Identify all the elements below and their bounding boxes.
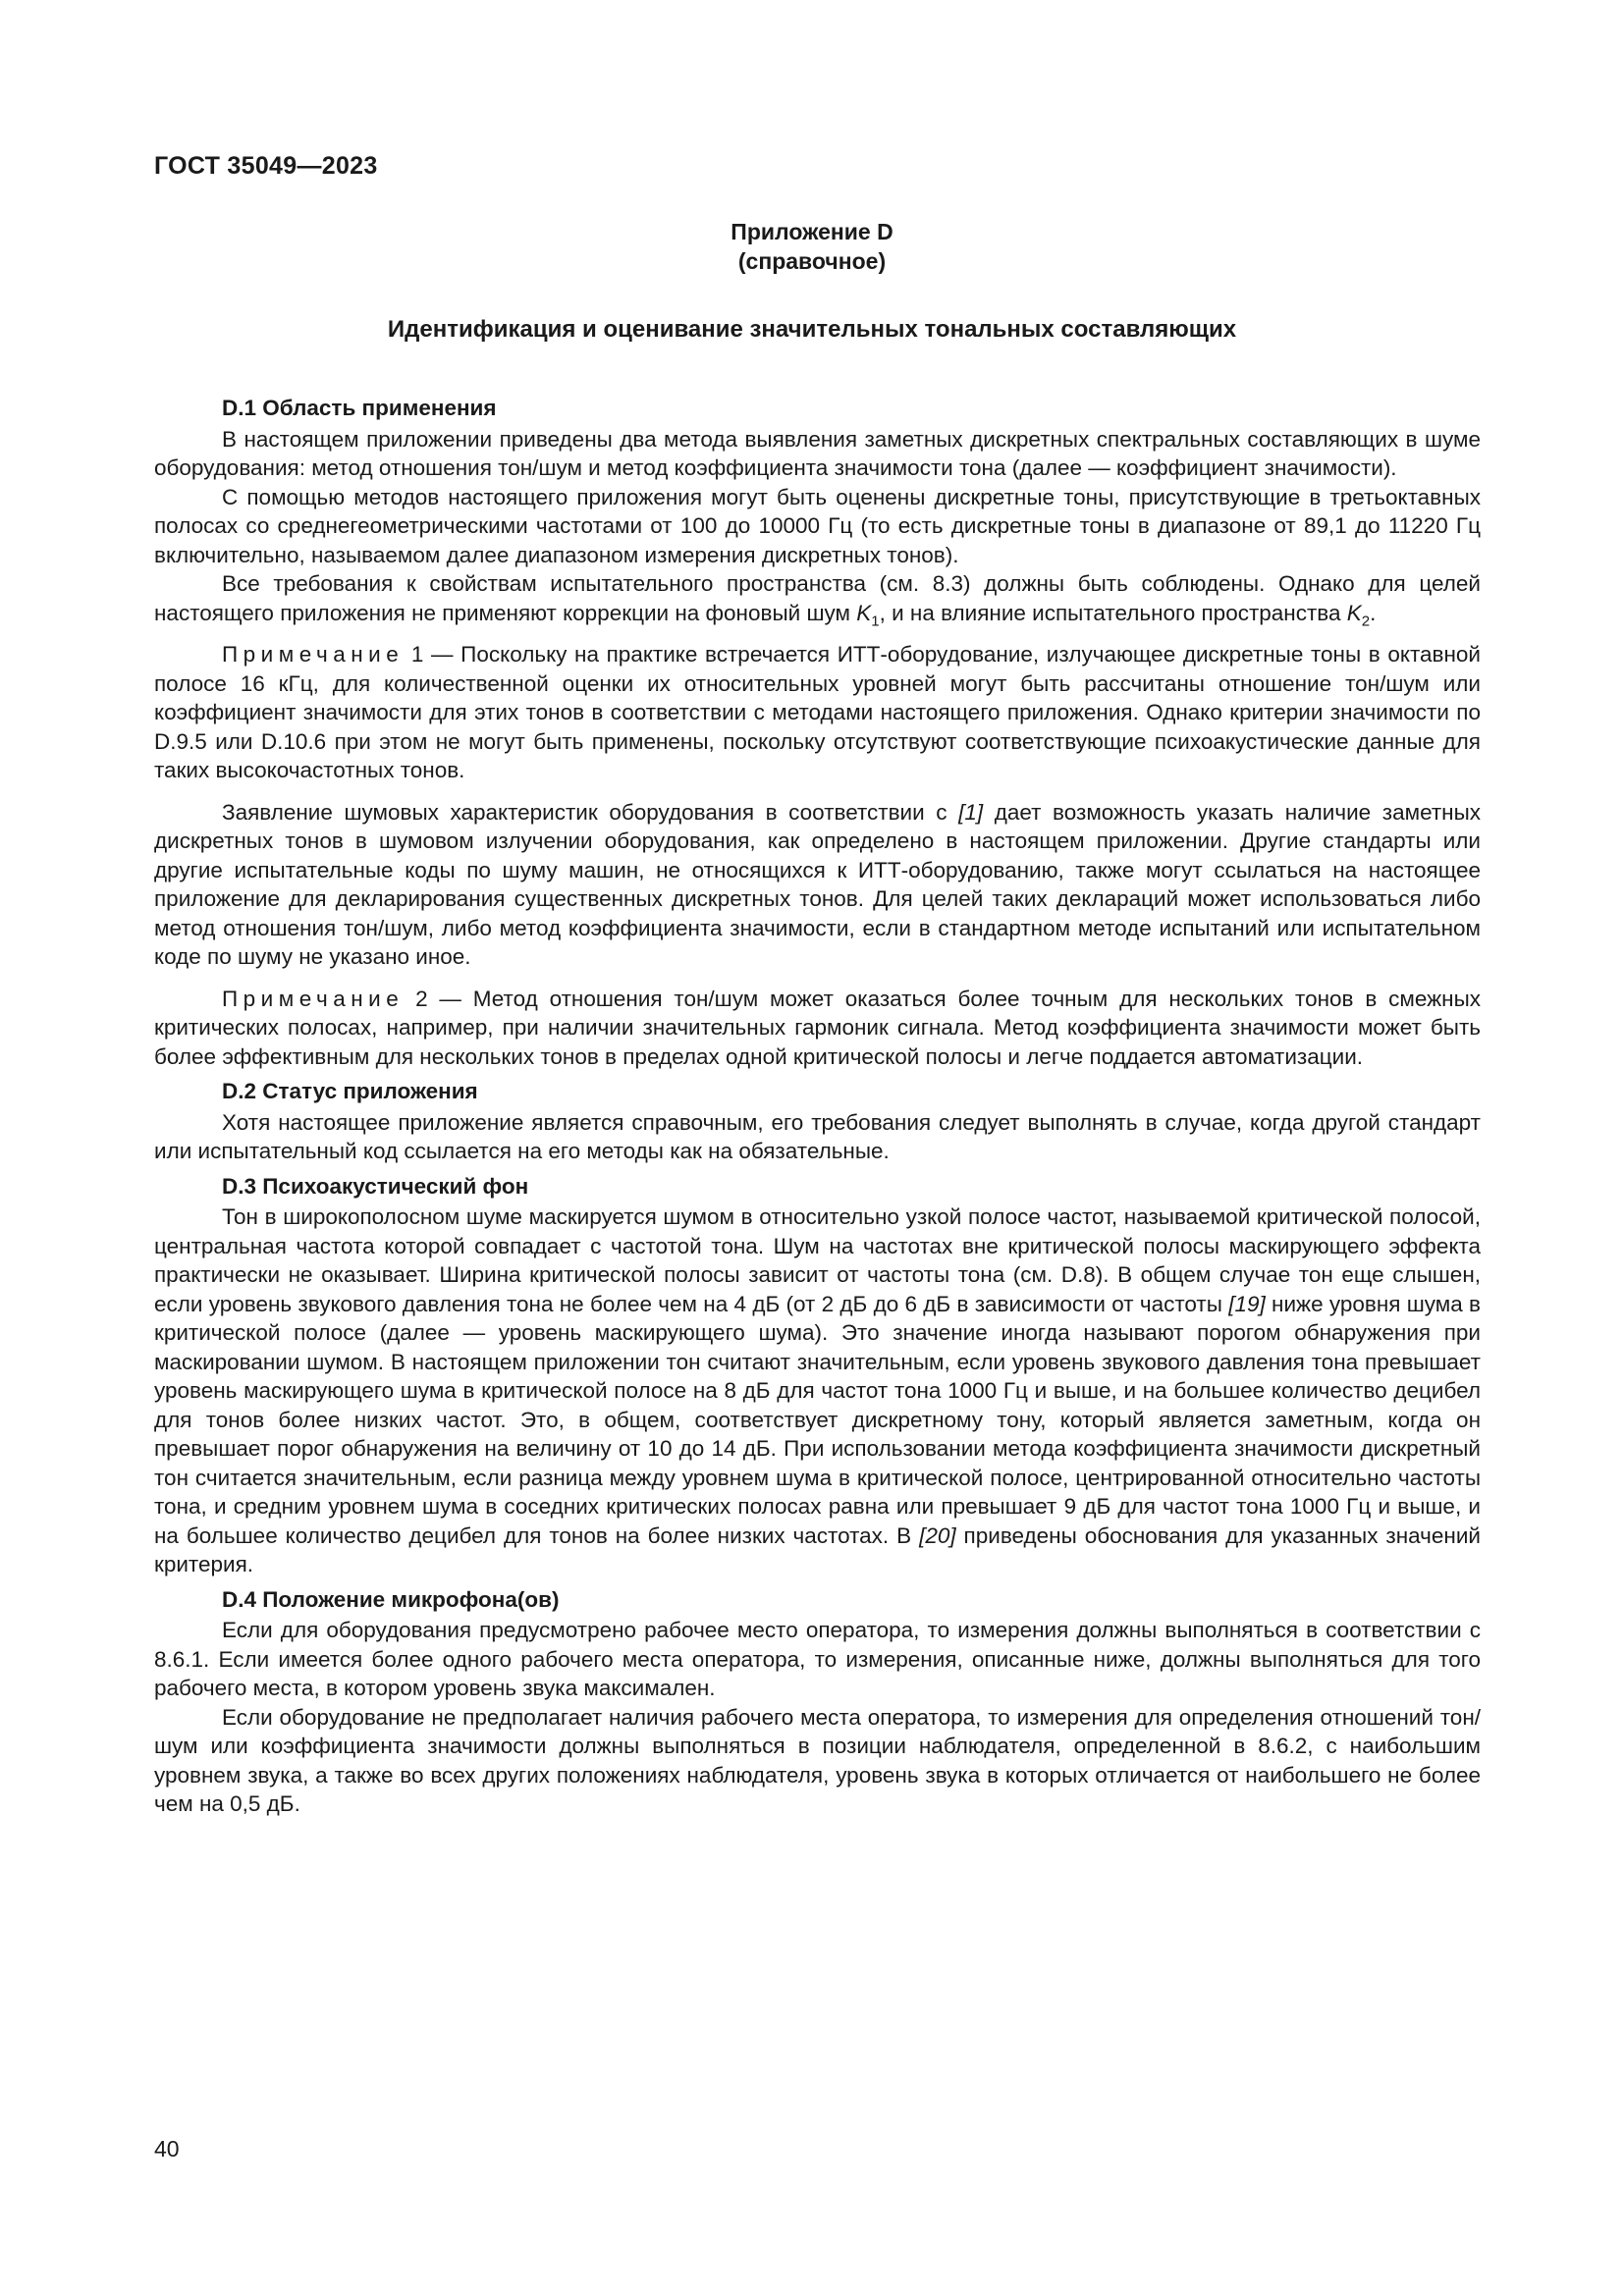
paragraph: С помощью методов настоящего приложения могут быть оценены дискретные тоны, присутствующие в третьоктавных полосах со среднегеометрическими частотами от 100 до 10000 Гц (то есть дискретные тоны в диапазоне от 89,1 до 11220 Гц включительно, называемом далее диапазоном измерения дискретных тонов). [154, 484, 1481, 567]
symbol-k2: K [1346, 600, 1362, 625]
section-heading-d1: D.1 Область применения [222, 396, 497, 420]
section-heading-d3: D.3 Психоакустический фон [222, 1173, 529, 1199]
section-heading-d4: D.4 Положение микрофона(ов) [222, 1586, 560, 1612]
symbol-k1: K [856, 600, 872, 625]
note-2: Примечание 2 — Метод отношения тон/шум может оказаться более точным для нескольких тонов в смежных критических полосах, например, при наличии значительных гармоник сигнала. Метод коэффициента значимости может быть более эффективным для нескольких тонов в пределах одной критической полосы и легче поддается автоматизации. [154, 986, 1481, 1069]
section-heading-d2: D.2 Статус приложения [222, 1079, 478, 1103]
note-1: Примечание 1 — Поскольку на практике встречается ИТТ-оборудование, излучающее дискретные тоны в октавной полосе 16 кГц, для количественной оценки их относительных уровней могут быть рассчитаны отношение тон/шум или коэффициент значимости для этих тонов в соответствии с методами настоящего приложения. Однако критерии значимости по D.9.5 или D.10.6 при этом не могут быть применены, поскольку отсутствуют соответствующие психоакустические данные для таких высокочастотных тонов. [154, 642, 1481, 782]
document-body [154, 394, 1481, 1819]
paragraph: Тон в широкополосном шуме маскируется шумом в относительно узкой полосе частот, называемой критической полосой, центральная частота которой совпадает с частотой тона. Шум на частотах вне критической полосы маскирующего эффекта практически не оказывает. Ширина критической полосы зависит от частоты тона (см. D.8). В общем случае тон еще слышен, если уровень звукового давления тона не более чем на 4 дБ (от 2 дБ до 6 дБ в зависимости от частоты [19] ниже уровня шума в критической полосе (далее — уровень маскирующего шума). Это значение иногда называют порогом обнаружения при маскировании шумом. В настоящем приложении тон считают значительным, если уровень звукового давления тона превышает уровень маскирующего шума в критической полосе на 8 дБ для частот тона 1000 Гц и выше, и на большее количество децибел для тонов более низких частот. Это, в общем, соответствует дискретному тону, который является заметным, когда он превышает порог обнаружения на величину от 10 до 14 дБ. При использовании метода коэффициента значимости дискретный тон считается значительным, если разница между уровнем шума в критической полосе, центрированной относительно частоты тона, и средним уровнем шума в соседних критических полосах равна или превышает 9 дБ для частот тона 1000 Гц и выше, и на большее количество децибел для тонов на более низких частотах. В [20] приведены обоснования для указанных значений критерия. [154, 1204, 1481, 1576]
paragraph: Заявление шумовых характеристик оборудования в соответствии с [1] дает возможность указать наличие заметных дискретных тонов в шумовом излучении оборудования, как определено в настоящем приложении. Другие стандарты или другие испытательные коды по шуму машин, не относящихся к ИТТ-оборудованию, также могут ссылаться на настоящее приложение для декларирования существенных дискретных тонов. Для целей таких деклараций может использоваться либо метод отношения тон/шум, либо метод коэффициента значимости, если в стандартном методе испытаний или испытательном коде по шуму не указано иное. [154, 799, 1481, 969]
reference-link: [20] [919, 1522, 956, 1548]
reference-link: [19] [1228, 1291, 1266, 1316]
note-label: Примечание [222, 986, 405, 1011]
appendix-label: Приложение D [731, 219, 893, 244]
appendix-title: Идентификация и оценивание значительных тональных составляющих [387, 316, 1237, 343]
appendix-status: (справочное) [737, 248, 887, 274]
paragraph: Если оборудование не предполагает наличия рабочего места оператора, то измерения для определения отношений тон/шум или коэффициента значимости должны выполняться в позиции наблюдателя, определенной в 8.6.2, с наибольшим уровнем звука, а также во всех других положениях наблюдателя, уровень звука в которых отличается от наибольшего не более чем на 0,5 дБ. [154, 1704, 1481, 1816]
standard-code: ГОСТ 35049—2023 [154, 152, 378, 180]
reference-link: [1] [958, 799, 984, 825]
page-number: 40 [154, 2136, 180, 2162]
paragraph: Все требования к свойствам испытательного пространства (см. 8.3) должны быть соблюдены. Однако для целей настоящего приложения не применяют коррекции на фоновый шум $K_1$, и на влияние испытательного пространства $K_2$. [154, 571, 1481, 629]
paragraph: Хотя настоящее приложение является справочным, его требования следует выполнять в случае, когда другой стандарт или испытательный код ссылается на его методы как на обязательные. [154, 1109, 1481, 1163]
note-label: Примечание [222, 642, 405, 667]
paragraph: Если для оборудования предусмотрено рабочее место оператора, то измерения должны выполняться в соответствии с 8.6.1. Если имеется более одного рабочего места оператора, то измерения, описанные ниже, должны выполняться для того рабочего места, в котором уровень звука максимален. [154, 1618, 1481, 1700]
paragraph: В настоящем приложении приведены два метода выявления заметных дискретных спектральных составляющих в шуме оборудования: метод отношения тон/шум и метод коэффициента значимости тона (далее — коэффициент значимости). [154, 426, 1481, 480]
